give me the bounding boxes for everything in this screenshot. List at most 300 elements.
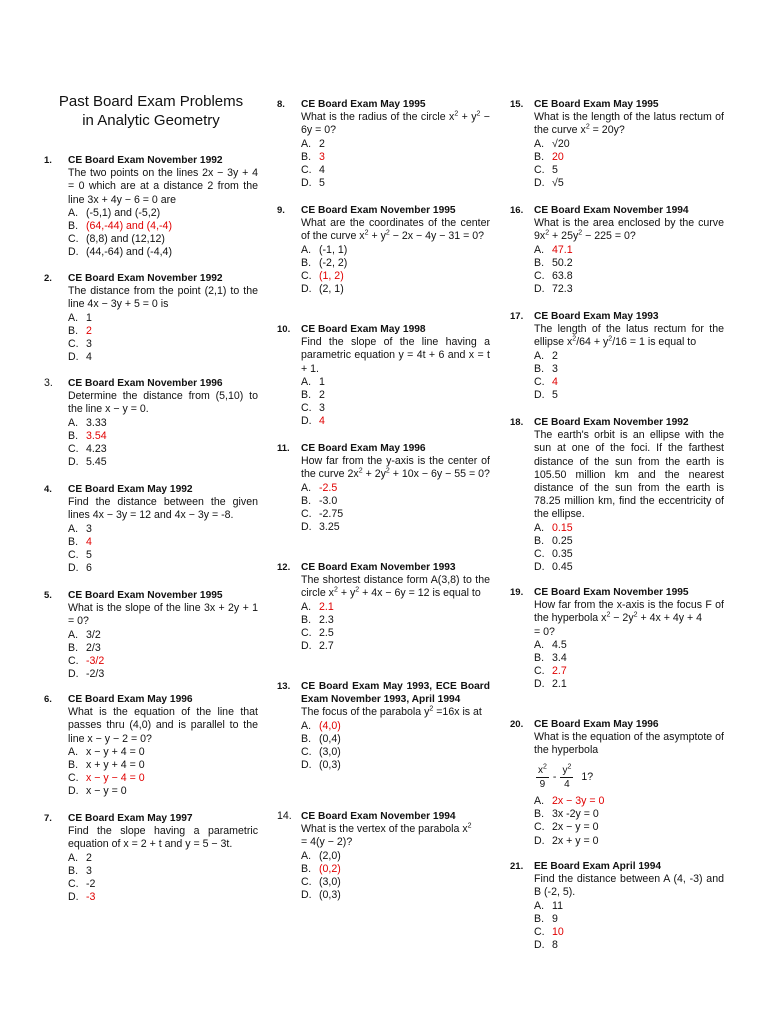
answer-choice [534,376,724,389]
choice-value: -3 [86,891,96,904]
question-body [301,442,490,534]
choice-letter: B. [534,362,545,375]
question-number: 4. [44,484,52,495]
exponent: 2 [467,822,472,830]
answer-choice [301,863,490,876]
answer-choice [68,642,258,655]
choice-letter: C. [301,270,312,283]
choice-letter: A. [534,243,545,256]
answer-choice [301,270,490,283]
choice-letter: A. [301,600,312,613]
exam-source: CE Board Exam May 1996 [534,719,659,730]
question-1 [44,154,258,260]
choice-letter: B. [301,613,312,626]
question-15 [510,98,724,190]
question-text-part: What is the equation of the line that passes thru (4,0) and is parallel to the line x − y − 2 = 0? [68,706,258,745]
choice-value: -2/3 [86,668,105,681]
denominator: 4 [564,778,570,790]
question-text [534,599,724,639]
question-text [301,823,490,849]
question-text-part: Find the distance between A (4, -3) and B (-2, 5). [534,873,724,899]
answer-choice [68,785,258,798]
answer-choice [301,601,490,614]
question-text-part: What is the equation of the asymptote of the hyperbola [534,731,724,757]
choice-letter: A. [301,849,312,862]
choice-value: 8 [552,939,558,952]
choice-letter: D. [534,177,545,190]
choice-value: 0.45 [552,561,573,574]
question-body [68,589,258,681]
choice-value: 4 [86,351,92,364]
question-text-part: The distance from the point (2,1) to the line 4x − 3y + 5 = 0 is [68,285,258,311]
answer-choice [68,523,258,536]
question-text-part: − 6y = 0? [301,111,490,137]
choice-letter: A. [534,349,545,362]
question-text-part: + 4x − 6y = 12 is equal to [359,587,481,600]
choice-letter: B. [534,256,545,269]
choice-value: (0,2) [319,862,341,875]
exam-source: CE Board Exam May 1993, ECE Board Exam November 1993, April 1994 [301,681,490,706]
question-text-part: = 20y? [589,124,625,137]
choice-value: -3.0 [319,494,338,507]
question-text [68,285,258,311]
exam-source: CE Board Exam November 1996 [68,378,223,389]
question-text-part: How far from the y-axis is the center of the curve 2x [301,455,490,481]
exam-source: CE Board Exam May 1995 [301,99,426,110]
answer-choice [301,746,490,759]
question-text-part: What are the coordinates of the center of the curve x [301,217,490,243]
choice-value: 3 [86,338,92,351]
choice-value: 3.33 [86,416,107,429]
exponent: 2 [385,467,390,475]
choice-value: 2 [86,324,92,337]
question-text [68,602,258,628]
choice-letter: C. [68,772,79,785]
question-number: 11. [277,443,290,454]
choice-letter: D. [68,785,79,798]
answer-choice [534,151,724,164]
answer-choice [68,759,258,772]
choice-letter: D. [534,389,545,402]
exponent: 2 [355,586,360,594]
question-text [301,111,490,137]
question-17 [510,310,724,402]
choice-value: (2,0) [319,849,341,862]
question-number: 12. [277,562,291,573]
answer-choice [534,913,724,926]
answer-choice [68,417,258,430]
choice-letter: D. [534,561,545,574]
exam-source: CE Board Exam November 1994 [534,205,689,216]
choice-letter: C. [68,338,79,351]
question-number: 10. [277,324,291,335]
question-number: 9. [277,205,285,216]
answer-choice [534,821,724,834]
choice-value: 2.1 [552,678,567,691]
choice-letter: D. [534,834,545,847]
answer-choice [534,522,724,535]
question-19 [510,586,724,692]
choice-letter: C. [68,233,79,246]
answer-choice [68,891,258,904]
choice-letter: C. [68,443,79,456]
question-body [534,586,724,692]
exponent: 2 [358,467,363,475]
choice-letter: D. [301,177,312,190]
question-number: 6. [44,694,52,705]
choice-letter: A. [68,851,79,864]
question-text-part: What is the vertex of the parabola x [301,823,468,836]
choice-letter: B. [301,256,312,269]
exponent: 2 [606,611,611,619]
choice-letter: A. [68,628,79,641]
choice-letter: D. [68,668,79,681]
exponent: 2 [454,110,459,118]
choice-value: 3.54 [86,429,107,442]
choice-value: 2.7 [319,640,334,653]
choice-letter: B. [534,150,545,163]
choice-value: -2.75 [319,508,344,521]
choice-value: (44,-64) and (-4,4) [86,246,172,259]
choice-value: 4 [319,164,325,177]
question-number: 14. [277,810,292,822]
question-body [534,718,724,848]
choice-value: (8,8) and (12,12) [86,233,165,246]
question-8 [277,98,490,190]
numerator [560,764,573,778]
choice-letter: B. [534,534,545,547]
exponent: 2 [545,229,550,237]
choice-letter: A. [68,416,79,429]
answer-choice [534,795,724,808]
exponent: 2 [567,763,572,771]
choice-letter: C. [68,878,79,891]
question-text-part: =16x is at [433,706,482,719]
choice-value: 2x − 3y = 0 [552,795,605,808]
choice-value: 3 [552,362,558,375]
answer-choice [301,482,490,495]
choice-letter: B. [301,389,312,402]
answer-choice [534,835,724,848]
choice-value: 2.1 [319,600,334,613]
answer-choice [301,614,490,627]
choice-value: (3,0) [319,746,341,759]
question-text-part: Find the slope of the line having a parametric equation y = 4t + 6 and x = t + 1. [301,336,490,375]
question-number: 1. [44,155,52,166]
answer-choice [534,257,724,270]
question-body [534,310,724,402]
choice-letter: A. [534,137,545,150]
choice-value: 72.3 [552,283,573,296]
choice-value: 9 [552,912,558,925]
choice-value: 2 [319,137,325,150]
question-10 [277,323,490,429]
choice-value: 3 [319,402,325,415]
choice-letter: C. [534,926,545,939]
choice-letter: C. [301,876,312,889]
title-line-2: in Analytic Geometry [82,112,220,129]
question-body [301,680,490,772]
choice-letter: B. [534,652,545,665]
exam-source: CE Board Exam May 1993 [534,311,659,322]
choice-value: 3/2 [86,628,101,641]
exponent: 2 [333,586,338,594]
exponent: 2 [572,335,577,343]
choice-value: 5 [86,549,92,562]
question-number: 8. [277,99,285,110]
question-4 [44,483,258,575]
question-text-part: + y [337,587,356,600]
choice-value: (2, 1) [319,283,344,296]
choice-letter: C. [534,548,545,561]
fraction [560,764,573,791]
answer-choice [68,865,258,878]
question-text-part: − 225 = 0? [582,230,636,243]
answer-choice [68,668,258,681]
answer-choice [301,876,490,889]
question-16 [510,204,724,296]
choice-value: 3 [86,522,92,535]
question-number: 20. [510,719,524,730]
choice-letter: C. [301,746,312,759]
answer-choice [301,720,490,733]
question-text-part: /64 + y [576,336,609,349]
question-2 [44,272,258,364]
question-number: 18. [510,417,524,428]
choice-value: 20 [552,150,564,163]
question-text-part: + y [458,111,477,124]
question-body [68,154,258,260]
choice-value: 50.2 [552,256,573,269]
exam-source: CE Board Exam November 1992 [68,273,223,284]
question-3 [44,377,258,469]
choice-value: 4 [86,535,92,548]
choice-letter: D. [301,640,312,653]
answer-choice [534,939,724,952]
answer-choice [68,312,258,325]
question-21 [510,860,724,952]
answer-choice [301,389,490,402]
question-text-part: Find the distance between the given lines 4x − 3y = 12 and 4x − 3y = -8. [68,496,258,522]
choice-letter: B. [68,220,79,233]
numerator [536,764,549,778]
exam-source: CE Board Exam November 1994 [301,811,456,822]
question-12 [277,561,490,653]
question-text-part: The two points on the lines 2x − 3y + 4 = 0 which are at a distance 2 from the line 3x + 4y − 6 = 0 are [68,167,258,206]
choice-value: -2.5 [319,481,338,494]
question-text [301,217,490,243]
choice-letter: C. [534,376,545,389]
question-number: 7. [44,813,52,824]
question-text-part: = 4(y − 2)? [301,836,353,849]
question-number: 13. [277,681,291,692]
choice-letter: A. [534,521,545,534]
exam-source: CE Board Exam May 1992 [68,484,193,495]
choice-value: 1 [319,375,325,388]
question-number: 16. [510,205,524,216]
choice-letter: D. [534,678,545,691]
answer-choice [534,177,724,190]
choice-letter: C. [534,821,545,834]
answer-choice [301,415,490,428]
choice-letter: A. [534,638,545,651]
choice-value: (0,3) [319,889,341,902]
answer-choice [534,548,724,561]
question-text-part: − 2x − 4y − 31 = 0? [389,230,485,243]
question-body [68,377,258,469]
choice-letter: D. [68,456,79,469]
question-number: 21. [510,861,524,872]
choice-letter: D. [68,246,79,259]
choice-value: 5 [552,389,558,402]
choice-value: 2.3 [319,613,334,626]
answer-choice [68,207,258,220]
answer-choice [534,244,724,257]
answer-choice [68,852,258,865]
choice-value: 0.15 [552,521,573,534]
choice-value: 3 [86,864,92,877]
choice-letter: A. [301,719,312,732]
title-line-1: Past Board Exam Problems [58,93,244,110]
exponent: 2 [543,763,547,771]
exam-source: EE Board Exam April 1994 [534,861,662,872]
answer-choice [301,850,490,863]
exam-source: CE Board Exam May 1997 [68,813,193,824]
exponent: 2 [476,110,481,118]
answer-choice [534,363,724,376]
question-text-part: What is the length of the latus rectum of the curve x [534,111,724,137]
choice-value: 2 [86,851,92,864]
answer-choice [68,233,258,246]
answer-choice [534,389,724,402]
choice-letter: C. [68,549,79,562]
choice-value: 2 [319,389,325,402]
choice-letter: B. [301,494,312,507]
exponent: 2 [608,335,613,343]
answer-choice [534,900,724,913]
answer-choice [301,521,490,534]
question-text-part: + 10x − 6y − 55 = 0? [389,468,490,481]
choice-letter: A. [68,206,79,219]
question-text-part: What is the slope of the line 3x + 2y + 1 = 0? [68,602,258,628]
question-text [534,111,724,137]
question-14 [277,810,490,902]
question-text-part: = 0? [534,625,555,638]
choice-value: (4,0) [319,719,341,732]
choice-letter: D. [301,759,312,772]
exponent: 2 [633,611,638,619]
question-text [534,873,724,899]
question-5 [44,589,258,681]
answer-choice [534,808,724,821]
answer-choice [301,257,490,270]
choice-value: -3/2 [86,655,105,668]
question-text [68,496,258,522]
answer-choice [301,283,490,296]
choice-value: 0.25 [552,534,573,547]
choice-value: 4 [319,415,325,428]
answer-choice [301,640,490,653]
choice-value: (0,4) [319,732,341,745]
choice-letter: D. [68,562,79,575]
choice-value: 2x − y = 0 [552,821,599,834]
choice-value: 4.23 [86,443,107,456]
choice-value: 4.5 [552,638,567,651]
choice-value: 2 [552,349,558,362]
choice-letter: C. [301,508,312,521]
answer-choice [534,665,724,678]
question-text-part: What is the radius of the circle x [301,111,455,124]
question-text-part: Find the slope having a parametric equation of x = 2 + t and y = 5 − 3t. [68,825,258,851]
choice-letter: B. [68,864,79,877]
answer-choice [301,177,490,190]
choice-value: 6 [86,562,92,575]
question-text [68,706,258,746]
question-text-part: How far from the x-axis is the focus F of the hyperbola x [534,599,724,625]
question-text-part: The shortest distance form A(3,8) to the circle x [301,574,490,600]
choice-letter: B. [534,808,545,821]
question-text [301,574,490,600]
answer-choice [68,220,258,233]
choice-letter: D. [534,939,545,952]
choice-letter: D. [301,521,312,534]
answer-choice [68,746,258,759]
question-body [301,323,490,429]
minus-sign: - [552,770,557,783]
variable: x [538,764,543,776]
question-18 [510,416,724,574]
answer-choice [68,629,258,642]
choice-letter: A. [301,243,312,256]
choice-letter: D. [301,415,312,428]
answer-choice [68,562,258,575]
question-6 [44,693,258,799]
choice-letter: A. [68,745,79,758]
exam-source: CE Board Exam November 1992 [534,417,689,428]
question-body [68,812,258,904]
choice-value: 2.5 [319,627,334,640]
choice-value: -2 [86,878,96,891]
answer-choice [301,164,490,177]
choice-letter: C. [534,164,545,177]
question-text [68,825,258,851]
question-text-part: The earth's orbit is an ellipse with the sun at one of the foci. If the farthest distance of the sun from the earth is 105.50 million km and the nearest distance of the sun from the earth is 78.25 million km, find the eccentricity of the ellipse. [534,429,724,521]
answer-choice [301,508,490,521]
question-text [534,731,724,757]
choice-value: 10 [552,926,564,939]
question-text [301,336,490,376]
exam-source: CE Board Exam November 1995 [68,590,223,601]
choice-letter: C. [534,270,545,283]
answer-choice [301,889,490,902]
question-text-part: + y [368,230,386,243]
answer-choice [68,655,258,668]
choice-value: 5 [319,177,325,190]
question-text [301,706,490,719]
exam-source: CE Board Exam November 1992 [68,155,223,166]
choice-letter: B. [301,862,312,875]
answer-choice [301,138,490,151]
exam-source: CE Board Exam November 1993 [301,562,456,573]
question-body [534,204,724,296]
answer-choice [68,351,258,364]
answer-choice [534,535,724,548]
question-text [301,455,490,481]
question-11 [277,442,490,534]
exam-source: CE Board Exam November 1995 [534,587,689,598]
exam-source: CE Board Exam May 1996 [301,443,426,454]
choice-letter: A. [301,137,312,150]
